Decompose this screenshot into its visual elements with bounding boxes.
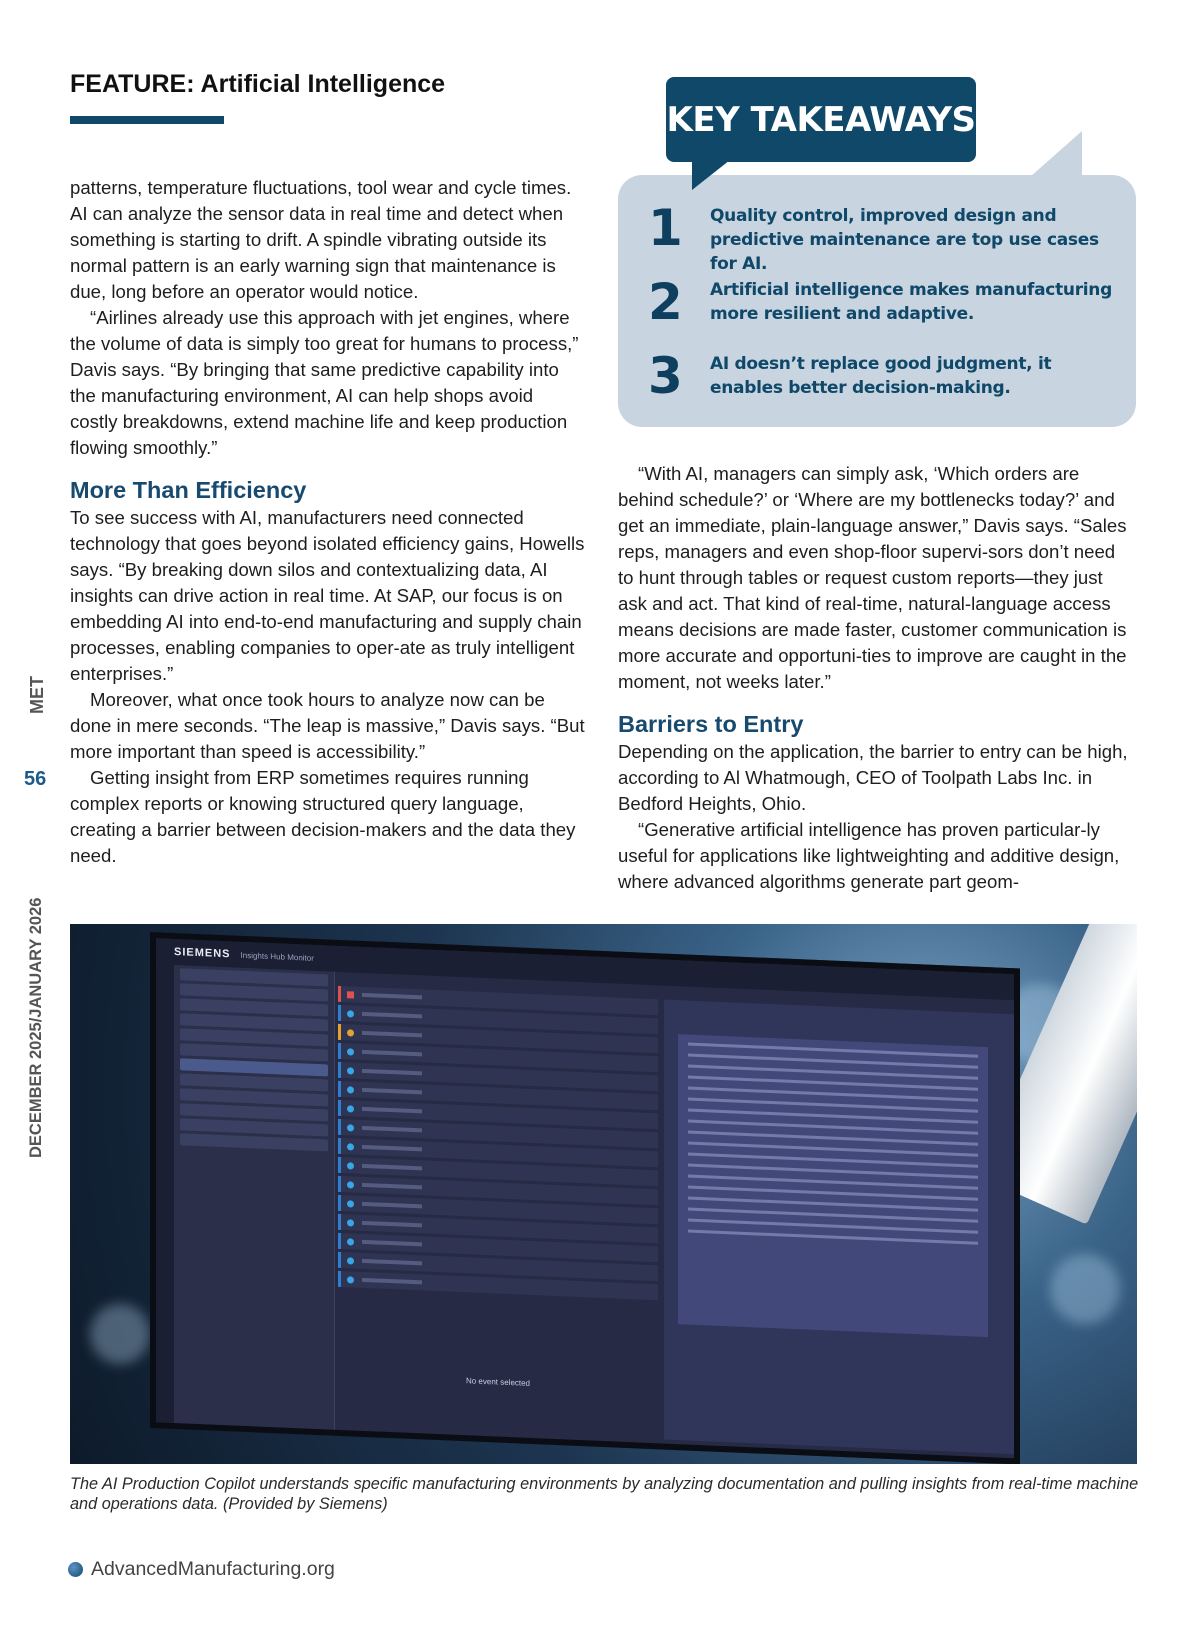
- brand-logo: SIEMENS: [174, 946, 231, 961]
- body-paragraph: Getting insight from ERP sometimes requires running complex reports or knowing structured query language, creating a barrier between decision-makers and the data they need.: [70, 767, 576, 866]
- footer-site: AdvancedManufacturing.org: [91, 1558, 335, 1580]
- event-details: No event selected: [465, 1376, 531, 1388]
- speech-tail: [1030, 131, 1082, 177]
- takeaway-text: AI doesn’t replace good judgment, it enables better decision-making.: [710, 354, 1052, 398]
- page-number: 56: [24, 768, 47, 790]
- title-tail: [692, 160, 730, 190]
- event-table: [338, 986, 658, 1359]
- right-column: [618, 461, 1133, 895]
- product-photo: [70, 924, 1137, 1464]
- body-paragraph: To see success with AI, manufacturers need connected technology that goes beyond isolated efficiency gains, Howells says. “By breaking down silos and contextualizing data, AI insights can drive action in real time. At SAP, our focus is on embedding AI into end-to-end manufacturing and supply chain processes, enabling companies to oper-ate as truly intelligent enterprises.”: [70, 507, 585, 684]
- takeaway-number: 1: [648, 199, 683, 257]
- takeaway-text: Artificial intelligence makes manufacturing more resilient and adaptive.: [710, 280, 1112, 324]
- left-column: [70, 175, 585, 869]
- takeaway-text: Quality control, improved design and predictive maintenance are top use cases for AI.: [710, 206, 1099, 274]
- takeaway-item: [648, 347, 1118, 412]
- body-paragraph: Moreover, what once took hours to analyze now can be done in mere seconds. “The leap is massive,” Davis says. “But more important than speed is accessibility.”: [70, 689, 585, 762]
- copilot-panel: [664, 1000, 1014, 1455]
- monitor-screen: [150, 932, 1020, 1464]
- footer: [68, 1558, 335, 1581]
- subheading: More Than Efficiency: [70, 477, 307, 503]
- copilot-response: [678, 1034, 988, 1337]
- key-takeaways-title: KEY TAKEAWAYS: [666, 77, 976, 162]
- takeaway-item: [648, 273, 1118, 338]
- body-paragraph: Depending on the application, the barrier to entry can be high, according to Al Whatmough, CEO of Toolpath Labs Inc. in Bedford Heights, Ohio.: [618, 741, 1128, 814]
- section-rule: [70, 116, 224, 124]
- photo-caption: The AI Production Copilot understands specific manufacturing environments by analyzing documentation and pulling insights from real-time machine and operations data. (Provided by Siemens): [70, 1475, 1139, 1513]
- body-paragraph: “With AI, managers can simply ask, ‘Which orders are behind schedule?’ or ‘Where are my bottlenecks today?’ and get an immediate, plain-language answer,” Davis says. “Sales reps, managers and even shop-floor supervi-sors don’t need to hunt through tables or request custom reports—they just ask and act. That kind of real-time, natural-language access means decisions are made faster, customer communication is more accurate and opportuni-ties to improve are caught in the moment, not weeks later.”: [618, 463, 1127, 692]
- body-paragraph: “Generative artificial intelligence has proven particular-ly useful for applications like lightweighting and additive design, where advanced algorithms generate part geom-: [618, 819, 1120, 892]
- asset-tree: [174, 965, 335, 1430]
- body-paragraph: patterns, temperature fluctuations, tool wear and cycle times. AI can analyze the sensor data in real time and detect when something is starting to drift. A spindle vibrating outside its normal pattern is an early warning sign that maintenance is due, long before an operator would notice.: [70, 177, 572, 302]
- rail-issue-date: DECEMBER 2025/JANUARY 2026: [27, 897, 45, 1158]
- rail-publication: MET: [27, 676, 47, 714]
- takeaway-number: 3: [648, 347, 683, 405]
- globe-icon: [68, 1562, 83, 1577]
- section-label: FEATURE: Artificial Intelligence: [70, 70, 446, 98]
- takeaway-item: [648, 199, 1118, 274]
- app-title: Insights Hub Monitor: [240, 950, 314, 963]
- takeaway-number: 2: [648, 273, 683, 331]
- subheading: Barriers to Entry: [618, 711, 804, 737]
- body-paragraph: “Airlines already use this approach with jet engines, where the volume of data is simply too great for humans to process,” Davis says. “By bringing that same predictive capability into the manufacturing environment, AI can help shops avoid costly breakdowns, extend machine life and keep production flowing smoothly.”: [70, 307, 579, 458]
- app-sidebar: [156, 964, 174, 1423]
